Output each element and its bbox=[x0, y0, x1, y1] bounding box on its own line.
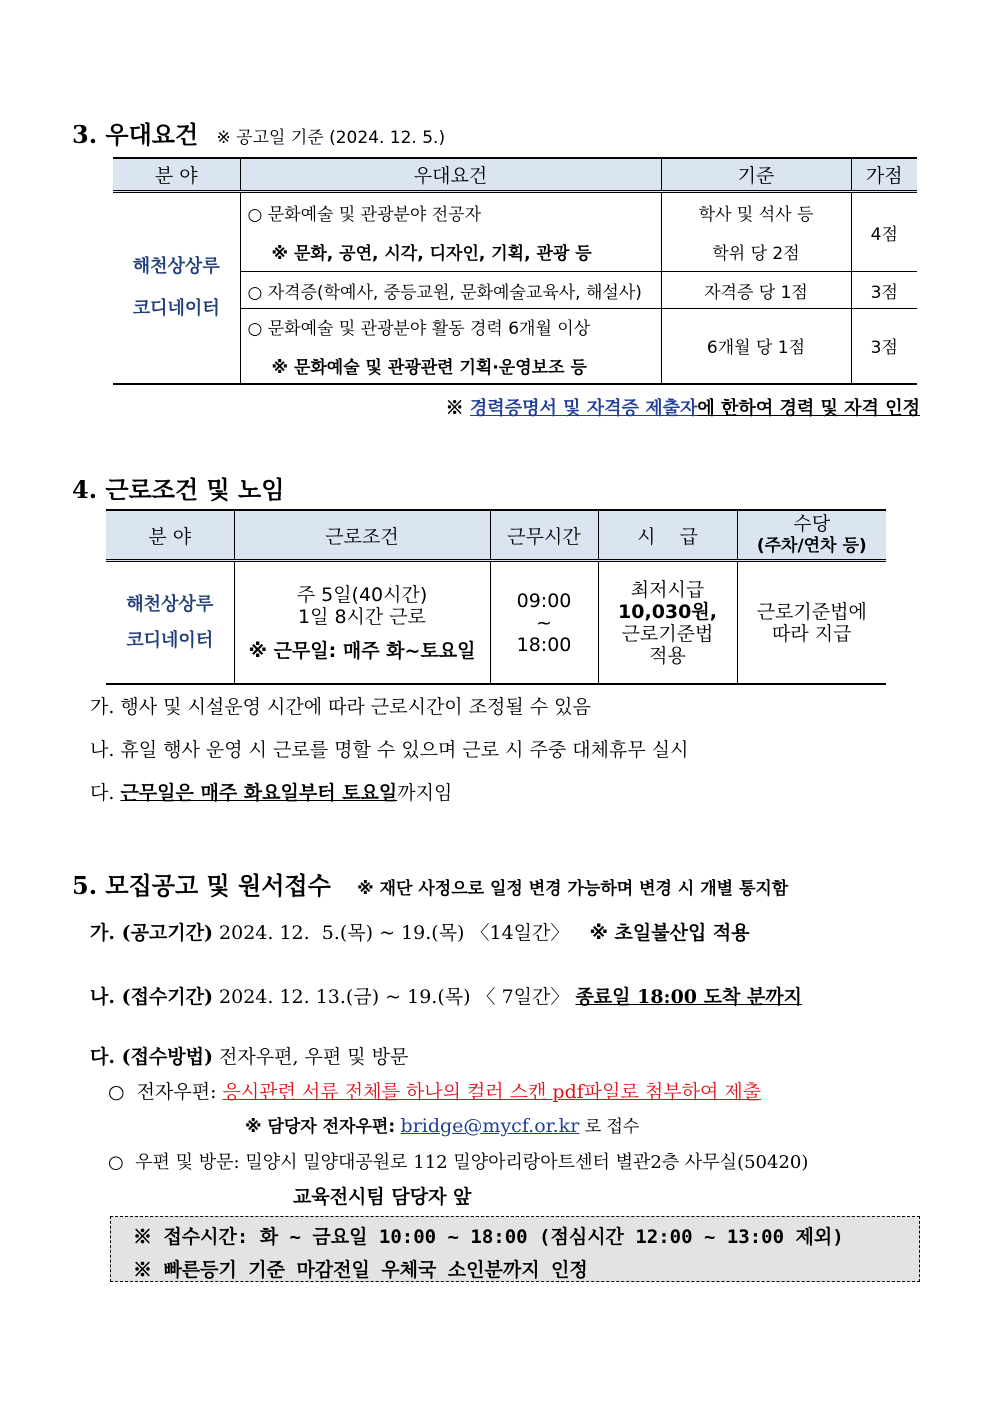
method-value: 전자우편, 우편 및 방문 bbox=[219, 1046, 409, 1068]
section5-title: 5. 모집공고 및 원서접수 bbox=[72, 871, 331, 900]
preference-table-header bbox=[113, 158, 917, 192]
receipt-label: 나. (접수기간) bbox=[90, 986, 213, 1008]
section4-item: 가. 행사 및 시설운영 시간에 따라 근로시간이 조정될 수 있음 bbox=[90, 696, 591, 718]
criteria-cell: 6개월 당 1점 bbox=[661, 309, 851, 384]
email-submission bbox=[108, 1077, 761, 1104]
field-cell bbox=[113, 192, 240, 384]
item-workdays: 근무일은 매주 화요일부터 토요일 bbox=[120, 782, 398, 804]
requirement-text: ○ 문화예술 및 관광분야 활동 경력 6개월 이상 bbox=[247, 318, 591, 339]
conditions-cell bbox=[234, 561, 490, 685]
field-cell bbox=[106, 561, 234, 685]
wage-amount: 10,030원, bbox=[618, 600, 717, 623]
post-submission bbox=[108, 1148, 808, 1174]
announcement-period bbox=[90, 918, 750, 945]
header-conditions: 근로조건 bbox=[234, 510, 490, 561]
hours-end: 18:00 bbox=[516, 633, 572, 656]
header-requirement: 우대요건 bbox=[240, 158, 661, 192]
hours-separator: ~ bbox=[536, 611, 552, 634]
field-line: 해천상상루 bbox=[126, 593, 214, 615]
field-line: 코디네이터 bbox=[132, 297, 220, 319]
hours-start: 09:00 bbox=[516, 589, 572, 612]
conditions-table-header bbox=[106, 510, 886, 561]
requirement-sub: ※ 문화예술 및 관광관련 기획·운영보조 등 bbox=[271, 357, 587, 378]
condition-workdays: ※ 근무일: 매주 화~토요일 bbox=[248, 639, 476, 662]
wage-line: 근로기준법 bbox=[621, 622, 714, 645]
section3-footnote bbox=[446, 394, 920, 420]
points-cell: 3점 bbox=[851, 272, 917, 309]
requirement-cell bbox=[240, 192, 661, 272]
header-hours: 근무시간 bbox=[490, 510, 598, 561]
section3-note: ※ 공고일 기준 (2024. 12. 5.) bbox=[216, 128, 446, 148]
email-description: 응시관련 서류 전체를 하나의 컬러 스캔 pdf파일로 첨부하여 제출 bbox=[222, 1081, 762, 1103]
criteria-line: 학사 및 석사 등 bbox=[698, 205, 814, 225]
section4-title: 4. 근로조건 및 노임 bbox=[72, 475, 285, 504]
footnote-highlight: 경력증명서 및 자격증 제출자 bbox=[469, 398, 698, 419]
contact-suffix: 로 접수 bbox=[584, 1117, 640, 1137]
points-cell: 3점 bbox=[851, 309, 917, 384]
email-contact bbox=[245, 1112, 639, 1137]
period-note: ※ 초일불산입 적용 bbox=[589, 922, 750, 944]
allowance-line: 따라 지급 bbox=[772, 622, 852, 645]
post-address: 밀양시 밀양대공원로 112 밀양아리랑아트센터 별관2층 사무실(50420) bbox=[245, 1152, 809, 1173]
allowance-line: 근로기준법에 bbox=[756, 600, 867, 623]
item-rest: 까지임 bbox=[397, 782, 453, 804]
registered-mail-note: ※ 빠른등기 기준 마감전일 우체국 소인분까지 인정 bbox=[133, 1259, 588, 1281]
header-wage: 시 급 bbox=[598, 510, 737, 561]
header-field: 분 야 bbox=[106, 510, 234, 561]
email-label: ○ 전자우편: bbox=[108, 1081, 217, 1103]
email-address-link[interactable]: bridge@mycf.or.kr bbox=[400, 1115, 580, 1137]
receipt-value: 2024. 12. 13.(금) ~ 19.(목) 〈 7일간〉 bbox=[219, 986, 570, 1008]
header-points: 가점 bbox=[851, 158, 917, 192]
receipt-period bbox=[90, 982, 802, 1009]
points-cell: 4점 bbox=[851, 192, 917, 272]
hours-cell bbox=[490, 561, 598, 685]
condition-line: 1일 8시간 근로 bbox=[297, 605, 427, 628]
requirement-text: ○ 문화예술 및 관광분야 전공자 bbox=[247, 205, 482, 225]
table-row bbox=[113, 192, 917, 272]
section3-title: 3. 우대요건 bbox=[72, 120, 199, 149]
header-allowance bbox=[737, 510, 886, 561]
section3-heading bbox=[72, 115, 445, 150]
contact-label: ※ 담당자 전자우편: bbox=[245, 1117, 396, 1137]
table-row bbox=[106, 561, 886, 685]
allowance-cell bbox=[737, 561, 886, 685]
requirement-sub: ※ 문화, 공연, 시각, 디자인, 기획, 관광 등 bbox=[271, 244, 592, 264]
condition-line: 주 5일(40시간) bbox=[296, 583, 428, 606]
preference-table bbox=[113, 157, 917, 385]
reception-hours: ※ 접수시간: 화 ~ 금요일 10:00 ~ 18:00 (점심시간 12:00 ~ 13:00 제외) bbox=[133, 1226, 844, 1248]
post-label: ○ 우편 및 방문: bbox=[108, 1152, 240, 1173]
section4-item bbox=[90, 778, 452, 805]
item-prefix: 다. bbox=[90, 782, 121, 804]
post-recipient: 교육전시팀 담당자 앞 bbox=[293, 1186, 472, 1208]
wage-line: 적용 bbox=[649, 644, 686, 667]
section5-heading bbox=[72, 866, 788, 901]
reception-note-box bbox=[110, 1216, 920, 1282]
criteria-cell bbox=[661, 192, 851, 272]
submission-method bbox=[90, 1042, 408, 1069]
field-line: 해천상상루 bbox=[132, 255, 220, 277]
allowance-subtitle: (주차/연차 등) bbox=[756, 536, 867, 556]
criteria-cell: 자격증 당 1점 bbox=[661, 272, 851, 309]
section4-item: 나. 휴일 행사 운영 시 근로를 명할 수 있으며 근로 시 주중 대체휴무 실시 bbox=[90, 739, 689, 761]
criteria-line: 학위 당 2점 bbox=[712, 244, 800, 264]
period-value: 2024. 12. 5.(목) ~ 19.(목) 〈14일간〉 bbox=[219, 922, 570, 944]
working-conditions-table bbox=[106, 509, 886, 685]
section5-note: ※ 재단 사정으로 일정 변경 가능하며 변경 시 개별 통지함 bbox=[357, 879, 789, 899]
header-field: 분 야 bbox=[113, 158, 240, 192]
requirement-cell: ○ 자격증(학예사, 중등교원, 문화예술교육사, 해설사) bbox=[240, 272, 661, 309]
header-criteria: 기준 bbox=[661, 158, 851, 192]
footnote-rest: 에 한하여 경력 및 자격 인정 bbox=[697, 398, 920, 419]
receipt-deadline: 종료일 18:00 도착 분까지 bbox=[575, 986, 803, 1008]
period-label: 가. (공고기간) bbox=[90, 922, 213, 944]
wage-cell bbox=[598, 561, 737, 685]
allowance-title: 수당 bbox=[793, 513, 831, 535]
requirement-cell bbox=[240, 309, 661, 384]
wage-line: 최저시급 bbox=[630, 578, 705, 601]
field-line: 코디네이터 bbox=[126, 629, 214, 651]
method-label: 다. (접수방법) bbox=[90, 1046, 213, 1068]
footnote-prefix: ※ bbox=[445, 398, 470, 419]
